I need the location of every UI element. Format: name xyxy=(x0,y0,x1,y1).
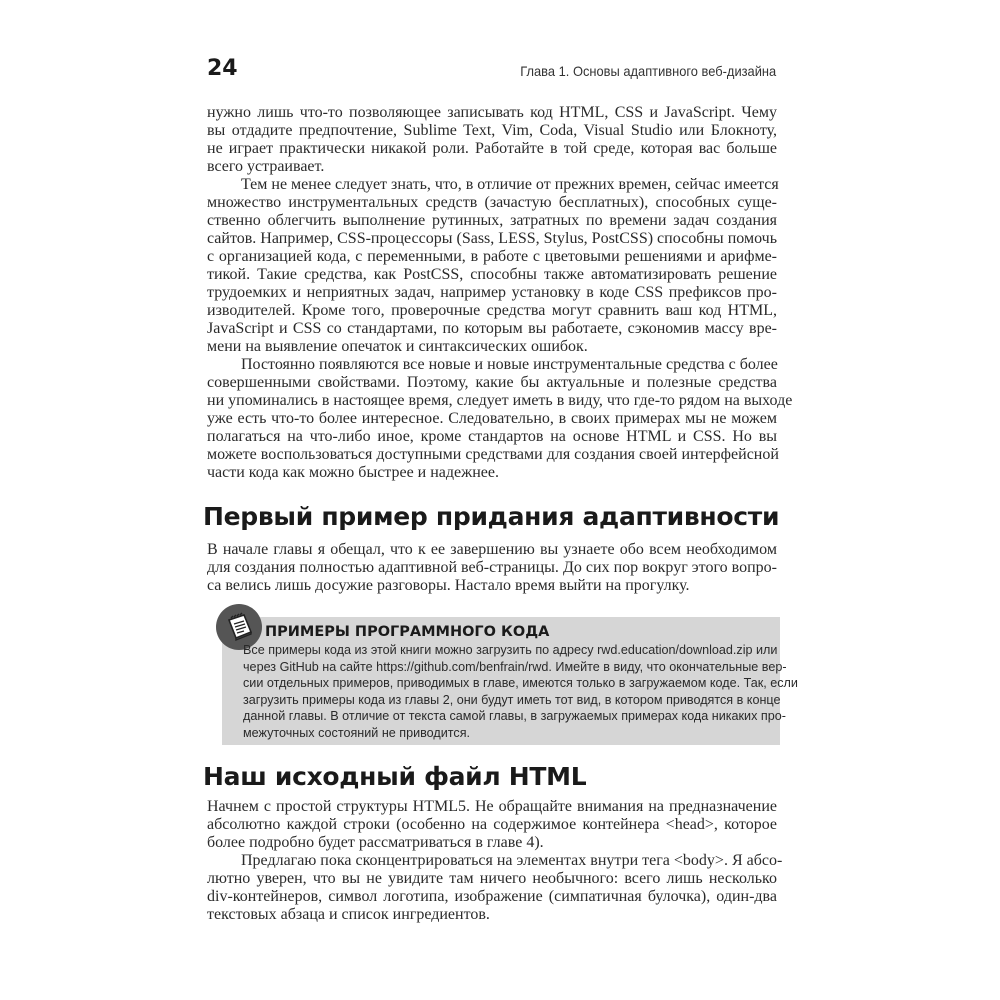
text-line: всего устраивает. xyxy=(207,158,325,175)
note-line: сии отдельных примеров, приводимых в главе, имеются только в загружаемом коде. Так, если xyxy=(243,676,798,691)
running-header: Глава 1. Основы адаптивного веб-дизайна xyxy=(520,63,776,79)
text-line: В начале главы я обещал, что к ее завершению вы узнаете обо всем необходимом xyxy=(207,541,777,558)
text-line: текстовых абзаца и список ингредиентов. xyxy=(207,906,490,923)
paragraph xyxy=(207,852,783,924)
note-body xyxy=(243,643,798,743)
paragraph xyxy=(207,356,793,482)
text-line: полагаться на что-либо иное, кроме стандартов на основе HTML и CSS. Но вы xyxy=(207,428,777,445)
text-line: трудоемких и неприятных задач, например установку в коде CSS префиксов про- xyxy=(207,284,777,301)
note-line: межуточных состояний не приводится. xyxy=(243,725,471,740)
text-line: ственно облегчить выполнение рутинных, затратных по времени задач создания xyxy=(207,212,777,229)
paragraph xyxy=(207,541,777,595)
text-line: вы отдадите предпочтение, Sublime Text, Vim, Coda, Visual Studio или Блокноту, xyxy=(207,122,777,139)
text-line: более подробно будет рассматриваться в главе 4). xyxy=(207,834,544,851)
text-line: ни упоминались в настоящее время, следует иметь в виду, что где-то рядом на выходе xyxy=(207,392,793,409)
text-line: Постоянно появляются все новые и новые инструментальные средства с более xyxy=(241,356,778,373)
text-line: сайтов. Например, CSS-процессоры (Sass, LESS, Stylus, PostCSS) способны помочь xyxy=(207,230,777,247)
paragraph xyxy=(207,104,777,176)
page-number: 24 xyxy=(207,56,238,81)
text-line: части кода как можно быстрее и надежнее. xyxy=(207,464,499,481)
text-line: мени на выявление опечаток и синтаксических ошибок. xyxy=(207,338,588,355)
text-line: с организацией кода, с переменными, в работе с цветовыми решениями и арифме- xyxy=(207,248,777,265)
text-line: абсолютно каждой строки (особенно на содержимое контейнера <head>, которое xyxy=(207,816,777,833)
paragraph xyxy=(207,176,777,356)
paragraph xyxy=(207,798,777,852)
note-title: ПРИМЕРЫ ПРОГРАММНОГО КОДА xyxy=(265,624,550,640)
section1-text xyxy=(207,541,777,595)
text-line: Предлагаю пока сконцентрироваться на элементах внутри тега <body>. Я абсо- xyxy=(241,852,783,869)
note-line: через GitHub на сайте https://github.com/benfrain/rwd. Имейте в виду, что окончательные вер- xyxy=(243,659,787,674)
section-heading: Наш исходный файл HTML xyxy=(203,762,587,791)
text-line: лютно уверен, что вы не увидите там ничего необычного: всего лишь несколько xyxy=(207,870,777,887)
intro-text xyxy=(207,104,793,482)
text-line: са велись лишь досужие разговоры. Настало время выйти на прогулку. xyxy=(207,577,690,594)
text-line: div-контейнеров, символ логотипа, изображение (симпатичная булочка), один-два xyxy=(207,888,777,905)
text-line: Тем не менее следует знать, что, в отличие от прежних времен, сейчас имеется xyxy=(241,176,779,193)
note-line: данной главы. В отличие от текста самой главы, в загружаемых примерах кода никаких про- xyxy=(243,709,786,724)
section-heading: Первый пример придания адаптивности xyxy=(203,502,780,531)
note-line: загрузить примеры кода из главы 2, они будут иметь тот вид, в котором приводятся в конце xyxy=(243,692,781,707)
section2-text xyxy=(207,798,783,924)
text-line: изводителей. Кроме того, проверочные средства могут сравнить ваш код HTML, xyxy=(207,302,777,319)
text-line: Начнем с простой структуры HTML5. Не обращайте внимания на предназначение xyxy=(207,798,777,815)
text-line: уже есть что-то более интересное. Следовательно, в своих примерах мы не можем xyxy=(207,410,777,427)
text-line: можете воспользоваться доступными средствами для создания своей интерфейсной xyxy=(207,446,779,463)
text-line: для создания полностью адаптивной веб-страницы. До сих пор вокруг этого вопро- xyxy=(207,559,777,576)
text-line: множество инструментальных средств (зачастую бесплатных), способных суще- xyxy=(207,194,777,211)
text-line: нужно лишь что-то позволяющее записывать код HTML, CSS и JavaScript. Чему xyxy=(207,104,777,121)
text-line: JavaScript и CSS со стандартами, по которым вы работаете, сэкономив массу вре- xyxy=(207,320,777,337)
text-line: тикой. Такие средства, как PostCSS, способны также автоматизировать решение xyxy=(207,266,777,283)
note-line: Все примеры кода из этой книги можно загрузить по адресу rwd.education/download.zip или xyxy=(243,643,778,657)
text-line: совершенными свойствами. Поэтому, какие бы актуальные и полезные средства xyxy=(207,374,777,391)
text-line: не играет практически никакой роли. Работайте в той среде, которая вас больше xyxy=(207,140,777,157)
